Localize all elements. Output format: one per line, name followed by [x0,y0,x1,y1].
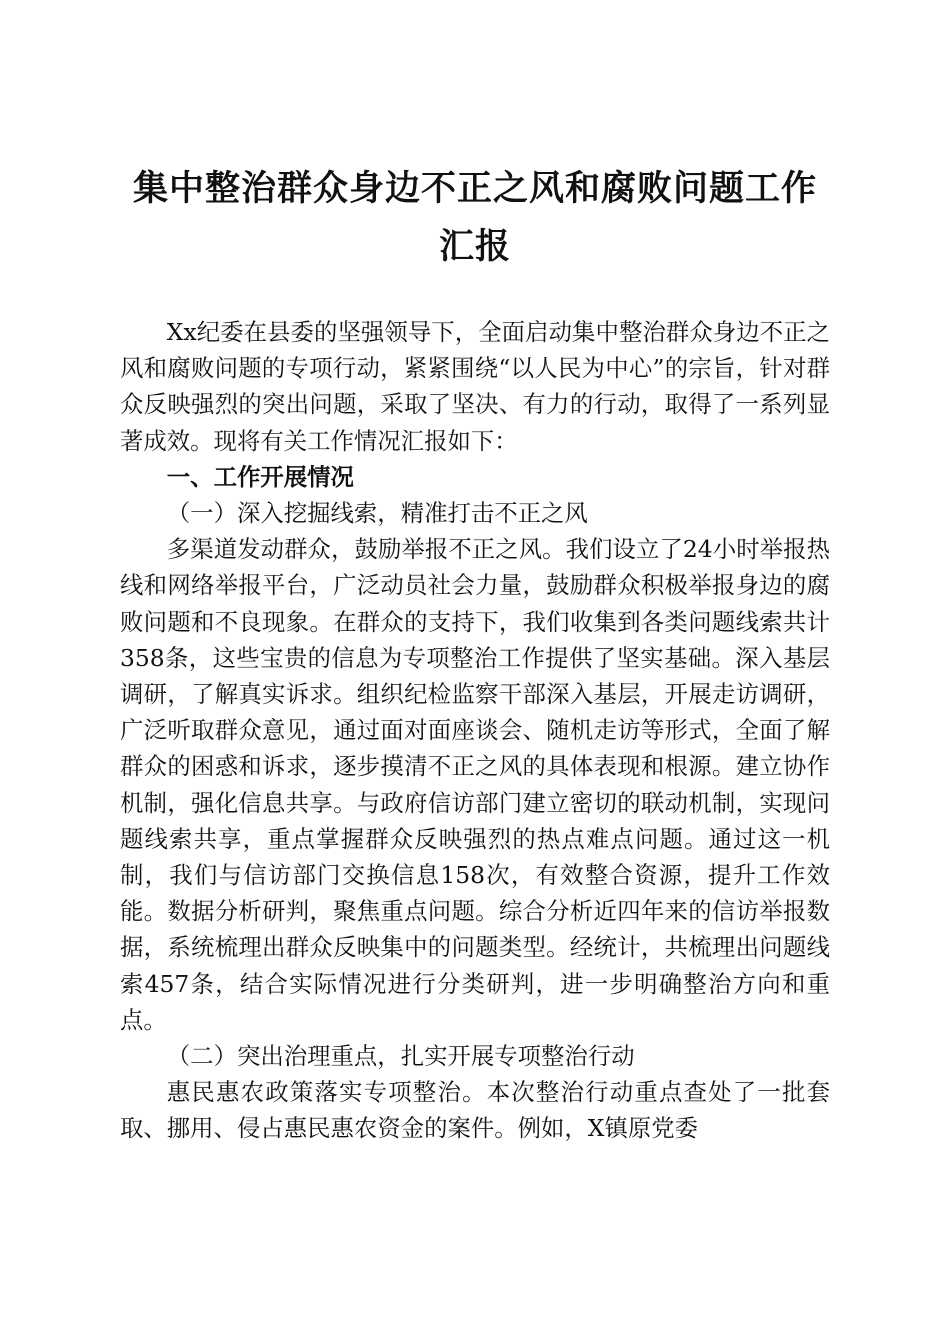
intro-paragraph: Xx纪委在县委的坚强领导下，全面启动集中整治群众身边不正之风和腐败问题的专项行动，紧紧围绕“以人民为中心”的宗旨，针对群众反映强烈的突出问题，采取了坚决、有力的行动，取得了一系列显著成效。现将有关工作情况汇报如下： [120,318,830,455]
section-heading-1: 一、工作开展情况 [166,462,354,491]
document-title: 集中整治群众身边不正之风和腐败问题工作汇报 [132,168,817,267]
subsection-heading-1: （一）深入挖掘线索，精准打击不正之风 [166,499,588,528]
subsection-heading-2: （二）突出治理重点，扎实开展专项整治行动 [166,1042,635,1071]
document-page [120,160,830,1147]
subsection-1-paragraph: 多渠道发动群众，鼓励举报不正之风。我们设立了24小时举报热线和网络举报平台，广泛动员社会力量，鼓励群众积极举报身边的腐败问题和不良现象。在群众的支持下，我们收集到各类问题线索共计358条，这些宝贵的信息为专项整治工作提供了坚实基础。深入基层调研，了解真实诉求。组织纪检监察干部深入基层，开展走访调研，广泛听取群众意见，通过面对面座谈会、随机走访等形式，全面了解群众的困惑和诉求，逐步摸清不正之风的具体表现和根源。建立协作机制，强化信息共享。与政府信访部门建立密切的联动机制，实现问题线索共享，重点掌握群众反映强烈的热点难点问题。通过这一机制，我们与信访部门交换信息158次，有效整合资源，提升工作效能。数据分析研判，聚焦重点问题。综合分析近四年来的信访举报数据，系统梳理出群众反映集中的问题类型。经统计，共梳理出问题线索457条，结合实际情况进行分类研判，进一步明确整治方向和重点。 [120,535,830,1034]
subsection-2-paragraph: 惠民惠农政策落实专项整治。本次整治行动重点查处了一批套取、挪用、侵占惠民惠农资金的案件。例如，X镇原党委 [120,1078,830,1143]
